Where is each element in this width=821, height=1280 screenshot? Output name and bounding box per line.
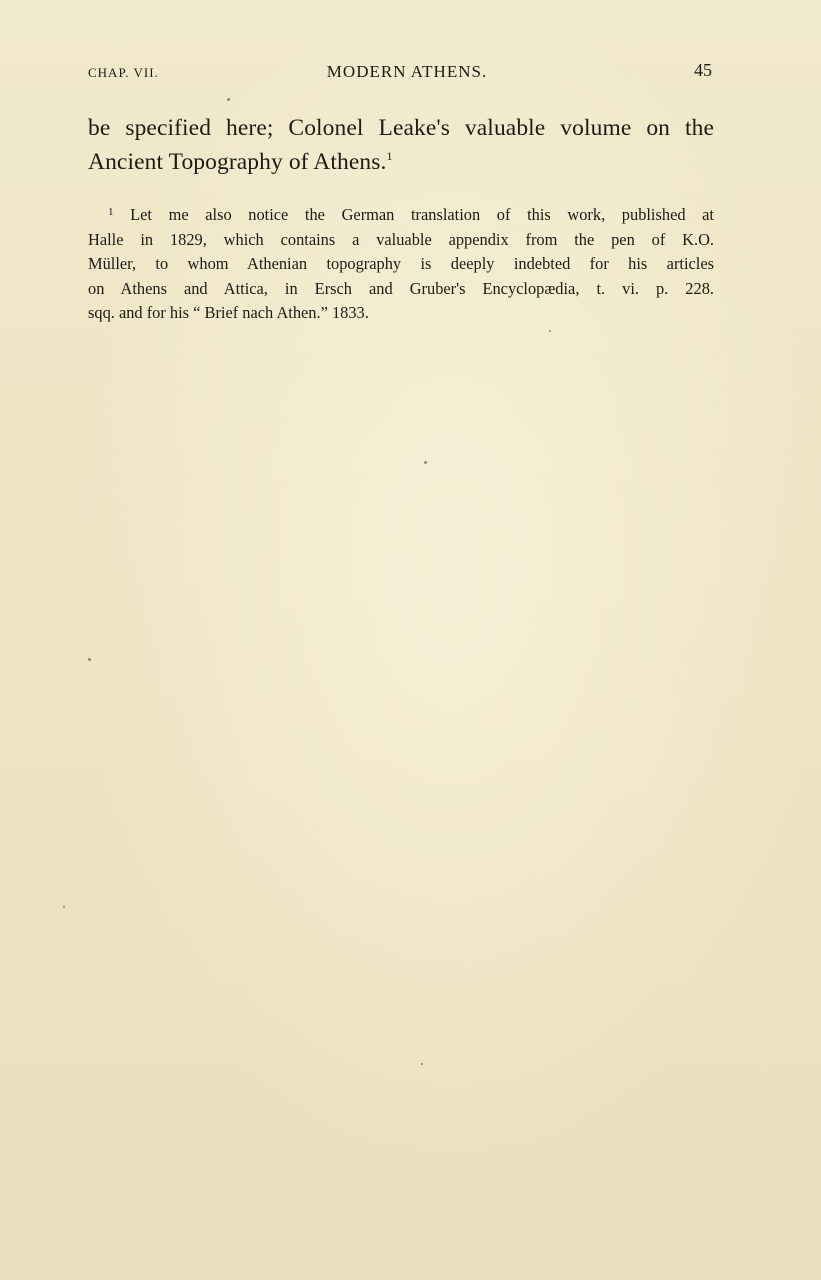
footnote-line (88, 203, 714, 228)
paper-speck (88, 658, 91, 661)
footnote (88, 203, 714, 326)
paper-speck (424, 461, 427, 464)
main-text (88, 111, 714, 179)
page-number: 45 (694, 60, 712, 80)
paper-speck (549, 330, 551, 332)
main-text-line (88, 145, 714, 179)
footnote-line: sqq. and for his “ Brief nach Athen.” 1833. (88, 303, 369, 323)
footnote-line: Halle in 1829, which contains a valuable appendix from the pen of K.O. (88, 229, 714, 249)
chapter-label: CHAP. VII. (88, 65, 159, 80)
footnote-line: Müller, to whom Athenian topography is deeply indebted for his articles (88, 254, 714, 274)
paper-speck (63, 906, 65, 908)
running-head (88, 60, 714, 86)
main-text-line-content: Ancient Topography of Athens. (88, 149, 387, 175)
footnote-reference[interactable]: 1 (386, 149, 393, 163)
paper-speck (227, 98, 230, 101)
running-title: MODERN ATHENS. (326, 62, 488, 81)
footnote-line: on Athens and Attica, in Ersch and Gruber's Encyclopædia, t. vi. p. 228. (88, 278, 714, 298)
show-through-texture (88, 330, 728, 536)
footnote-line-content: Let me also notice the German translation of this work, published at (130, 205, 714, 224)
paper-speck (421, 1063, 423, 1065)
main-text-line: be specified here; Colonel Leake's valuable volume on the (88, 115, 714, 141)
footnote-marker: 1 (108, 206, 114, 218)
